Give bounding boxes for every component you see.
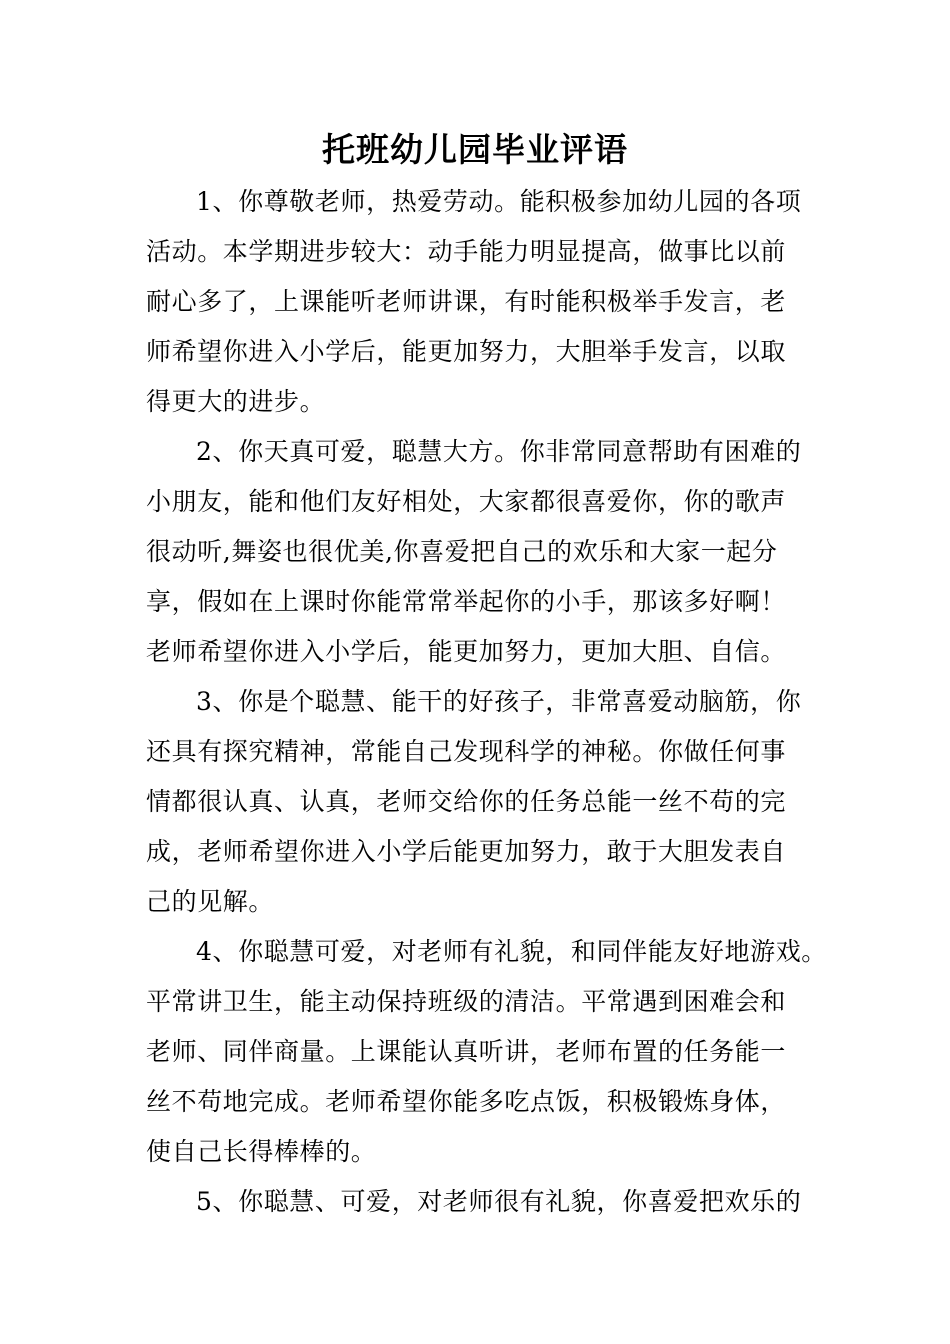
paragraph-line: 小朋友，能和他们友好相处，大家都很喜爱你，你的歌声 [146, 487, 787, 516]
paragraph-line: 1、你尊敬老师，热爱劳动。能积极参加幼儿园的各项 [196, 187, 802, 216]
paragraph-2 [146, 427, 846, 677]
paragraph-line: 成，老师希望你进入小学后能更加努力，敢于大胆发表自 [146, 837, 787, 866]
paragraph-line: 2、你天真可爱，聪慧大方。你非常同意帮助有困难的 [196, 437, 802, 466]
paragraph-line: 3、你是个聪慧、能干的好孩子，非常喜爱动脑筋，你 [196, 687, 802, 716]
paragraph-line: 4、你聪慧可爱，对老师有礼貌，和同伴能友好地游戏。 [196, 937, 827, 966]
document-body [146, 177, 846, 1227]
paragraph-line: 耐心多了，上课能听老师讲课，有时能积极举手发言，老 [146, 287, 787, 316]
paragraph-line: 己的见解。 [146, 887, 275, 916]
paragraph-1 [146, 177, 846, 427]
paragraph-3 [146, 677, 846, 927]
document-title: 托班幼儿园毕业评语 [322, 130, 628, 169]
paragraph-line: 师希望你进入小学后，能更加努力，大胆举手发言，以取 [146, 337, 787, 366]
paragraph-line: 得更大的进步。 [146, 387, 326, 416]
paragraph-line: 情都很认真、认真，老师交给你的任务总能一丝不苟的完 [146, 787, 787, 816]
paragraph-4 [146, 927, 846, 1177]
paragraph-line: 很动听,舞姿也很优美,你喜爱把自己的欢乐和大家一起分 [146, 537, 778, 566]
paragraph-line: 活动。本学期进步较大：动手能力明显提高，做事比以前 [146, 237, 787, 266]
paragraph-line: 还具有探究精神，常能自己发现科学的神秘。你做任何事 [146, 737, 787, 766]
paragraph-line: 老师、同伴商量。上课能认真听讲，老师布置的任务能一 [146, 1037, 787, 1066]
paragraph-line: 5、你聪慧、可爱，对老师很有礼貌，你喜爱把欢乐的 [196, 1187, 802, 1216]
paragraph-5 [146, 1177, 846, 1227]
paragraph-line: 老师希望你进入小学后，能更加努力，更加大胆、自信。 [146, 637, 787, 666]
paragraph-line: 平常讲卫生，能主动保持班级的清洁。平常遇到困难会和 [146, 987, 787, 1016]
paragraph-line: 丝不苟地完成。老师希望你能多吃点饭，积极锻炼身体， [146, 1087, 787, 1116]
paragraph-line: 享，假如在上课时你能常常举起你的小手，那该多好啊！ [146, 587, 787, 616]
paragraph-line: 使自己长得棒棒的。 [146, 1137, 377, 1166]
